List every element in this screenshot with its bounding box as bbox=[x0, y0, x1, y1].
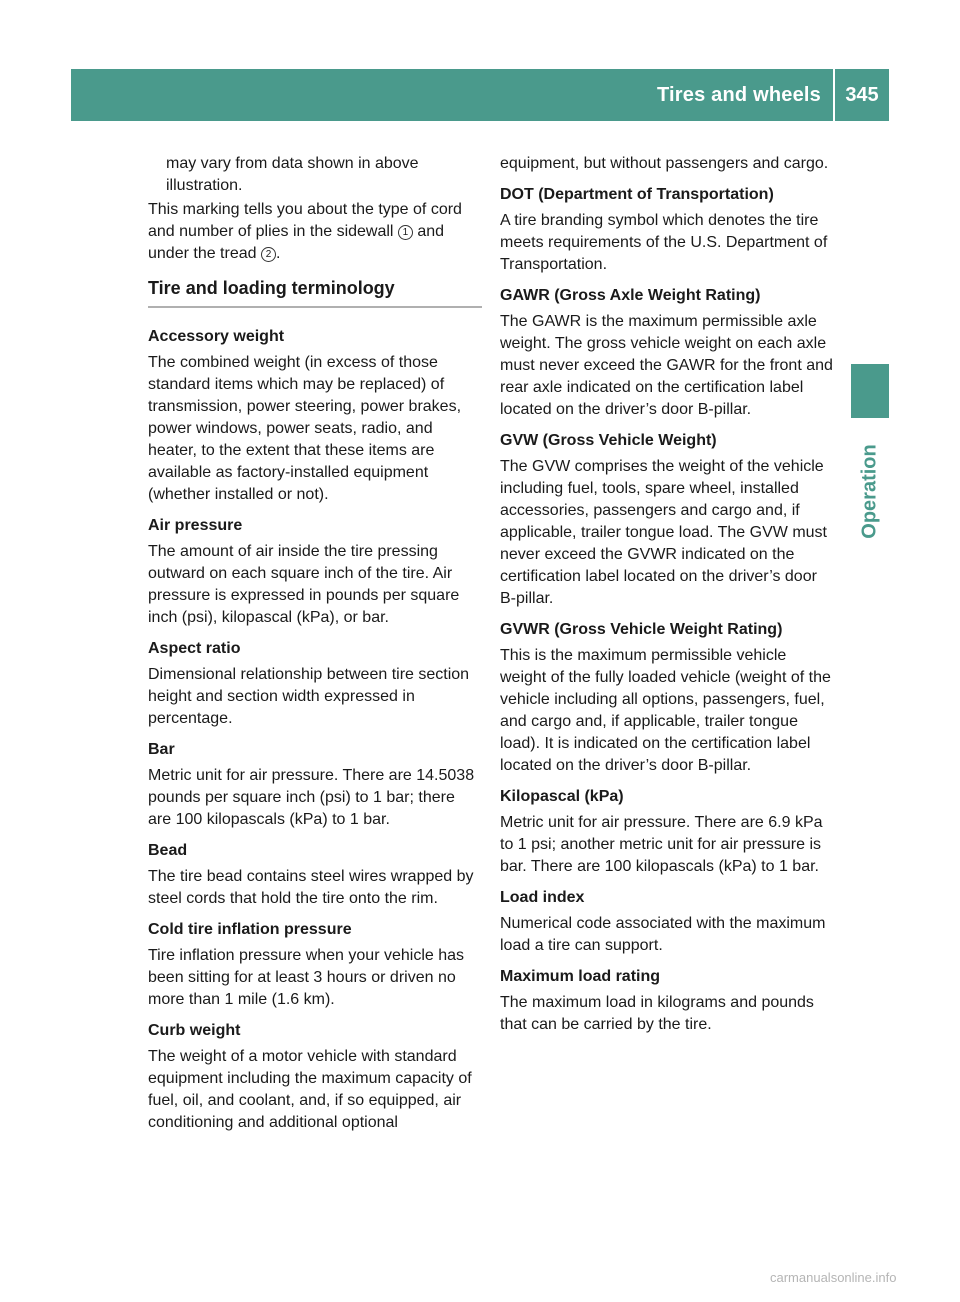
marking-text-1: This marking tells you about the type of cord and number of plies in the sidewall bbox=[148, 201, 462, 240]
term-heading: Maximum load rating bbox=[500, 968, 661, 985]
term-heading: Bead bbox=[148, 842, 188, 859]
section-heading: Tire and loading terminology bbox=[148, 277, 482, 308]
term-definition: This is the maximum permissible vehicle weight of the fully loaded vehicle (weight of the vehicle including all options, passengers, fuel, and cargo and, if applicable, trailer tongue load). It is indicated on the certification label located on the driver’s door B-pillar. bbox=[500, 647, 831, 774]
callout-2-icon: 2 bbox=[261, 247, 276, 262]
right-column bbox=[500, 153, 836, 1036]
chapter-label-text: Operation bbox=[858, 443, 881, 539]
term-definition: The GAWR is the maximum permissible axle weight. The gross vehicle weight on each axle must never exceed the GAWR for the front and rear axle indicated on the certification label located on the driver’s door B-pillar. bbox=[500, 313, 833, 418]
watermark-text: carmanualsonline.info bbox=[770, 1270, 897, 1285]
term-definition: The tire bead contains steel wires wrapped by steel cords that hold the tire onto the rim. bbox=[148, 868, 474, 907]
continuation-line-2: illustration. bbox=[166, 177, 243, 194]
term-heading: Cold tire inflation pressure bbox=[148, 921, 352, 938]
marking-text-3: . bbox=[275, 245, 281, 262]
marking-paragraph bbox=[148, 199, 482, 265]
term-heading: Accessory weight bbox=[148, 328, 285, 345]
chapter-tab-marker bbox=[851, 364, 889, 418]
term-definition: Metric unit for air pressure. There are 6.9 kPa to 1 psi; another metric unit for air pressure is bar. There are 100 kilopascals (kPa) to 1 bar. bbox=[500, 814, 823, 875]
term-heading: Air pressure bbox=[148, 517, 243, 534]
page-number: 345 bbox=[845, 83, 879, 106]
term-definition: The weight of a motor vehicle with standard equipment including the maximum capacity of fuel, oil, and coolant, and, if so equipped, air conditioning and additional optional bbox=[148, 1048, 472, 1131]
term-heading: GVW (Gross Vehicle Weight) bbox=[500, 432, 717, 449]
left-column bbox=[148, 153, 482, 1134]
term-definition: Dimensional relationship between tire section height and section width expressed in percentage. bbox=[148, 666, 470, 727]
term-definition: Metric unit for air pressure. There are 14.5038 pounds per square inch (psi) to 1 bar; there are 100 kilopascals (kPa) to 1 bar. bbox=[148, 767, 475, 828]
page-header bbox=[71, 69, 889, 121]
term-definition: The GVW comprises the weight of the vehicle including fuel, tools, spare wheel, installed accessories, passengers and cargo and, if applicable, trailer tongue load. The GVW must never exceed the GVWR indicated on the certification label located on the driver’s door B-pillar. bbox=[500, 458, 827, 607]
term-heading: GAWR (Gross Axle Weight Rating) bbox=[500, 287, 761, 304]
callout-1-icon: 1 bbox=[398, 225, 413, 240]
term-definition: Tire inflation pressure when your vehicle has been sitting for at least 3 hours or driven no more than 1 mile (1.6 km). bbox=[148, 947, 465, 1008]
continuation-line-1: may vary from data shown in above bbox=[166, 155, 419, 172]
term-heading: Curb weight bbox=[148, 1022, 241, 1039]
term-definition: A tire branding symbol which denotes the tire meets requirements of the U.S. Department of Transportation. bbox=[500, 212, 828, 273]
term-definition: The combined weight (in excess of those standard items which may be replaced) of transmission, power steering, power brakes, power windows, power seats, radio, and heater, to the extent that these items are available as factory-installed equipment (whether installed or not). bbox=[148, 354, 462, 503]
term-heading: Load index bbox=[500, 889, 585, 906]
term-heading: Bar bbox=[148, 741, 175, 758]
section-title: Tires and wheels bbox=[656, 83, 821, 106]
term-heading: GVWR (Gross Vehicle Weight Rating) bbox=[500, 621, 783, 638]
term-heading: Aspect ratio bbox=[148, 640, 241, 657]
term-heading: DOT (Department of Transportation) bbox=[500, 186, 774, 203]
term-definition: The maximum load in kilograms and pounds that can be carried by the tire. bbox=[500, 994, 814, 1033]
term-definition: Numerical code associated with the maximum load a tire can support. bbox=[500, 915, 826, 954]
continuation-text: equipment, but without passengers and cargo. bbox=[500, 155, 829, 172]
marking-text-2: and under the tread bbox=[148, 223, 445, 262]
chapter-tab-label bbox=[842, 428, 898, 554]
term-heading: Kilopascal (kPa) bbox=[500, 788, 624, 805]
term-definition: The amount of air inside the tire pressing outward on each square inch of the tire. Air pressure is expressed in pounds per square inch (psi), kilopascal (kPa), or bar. bbox=[148, 543, 460, 626]
